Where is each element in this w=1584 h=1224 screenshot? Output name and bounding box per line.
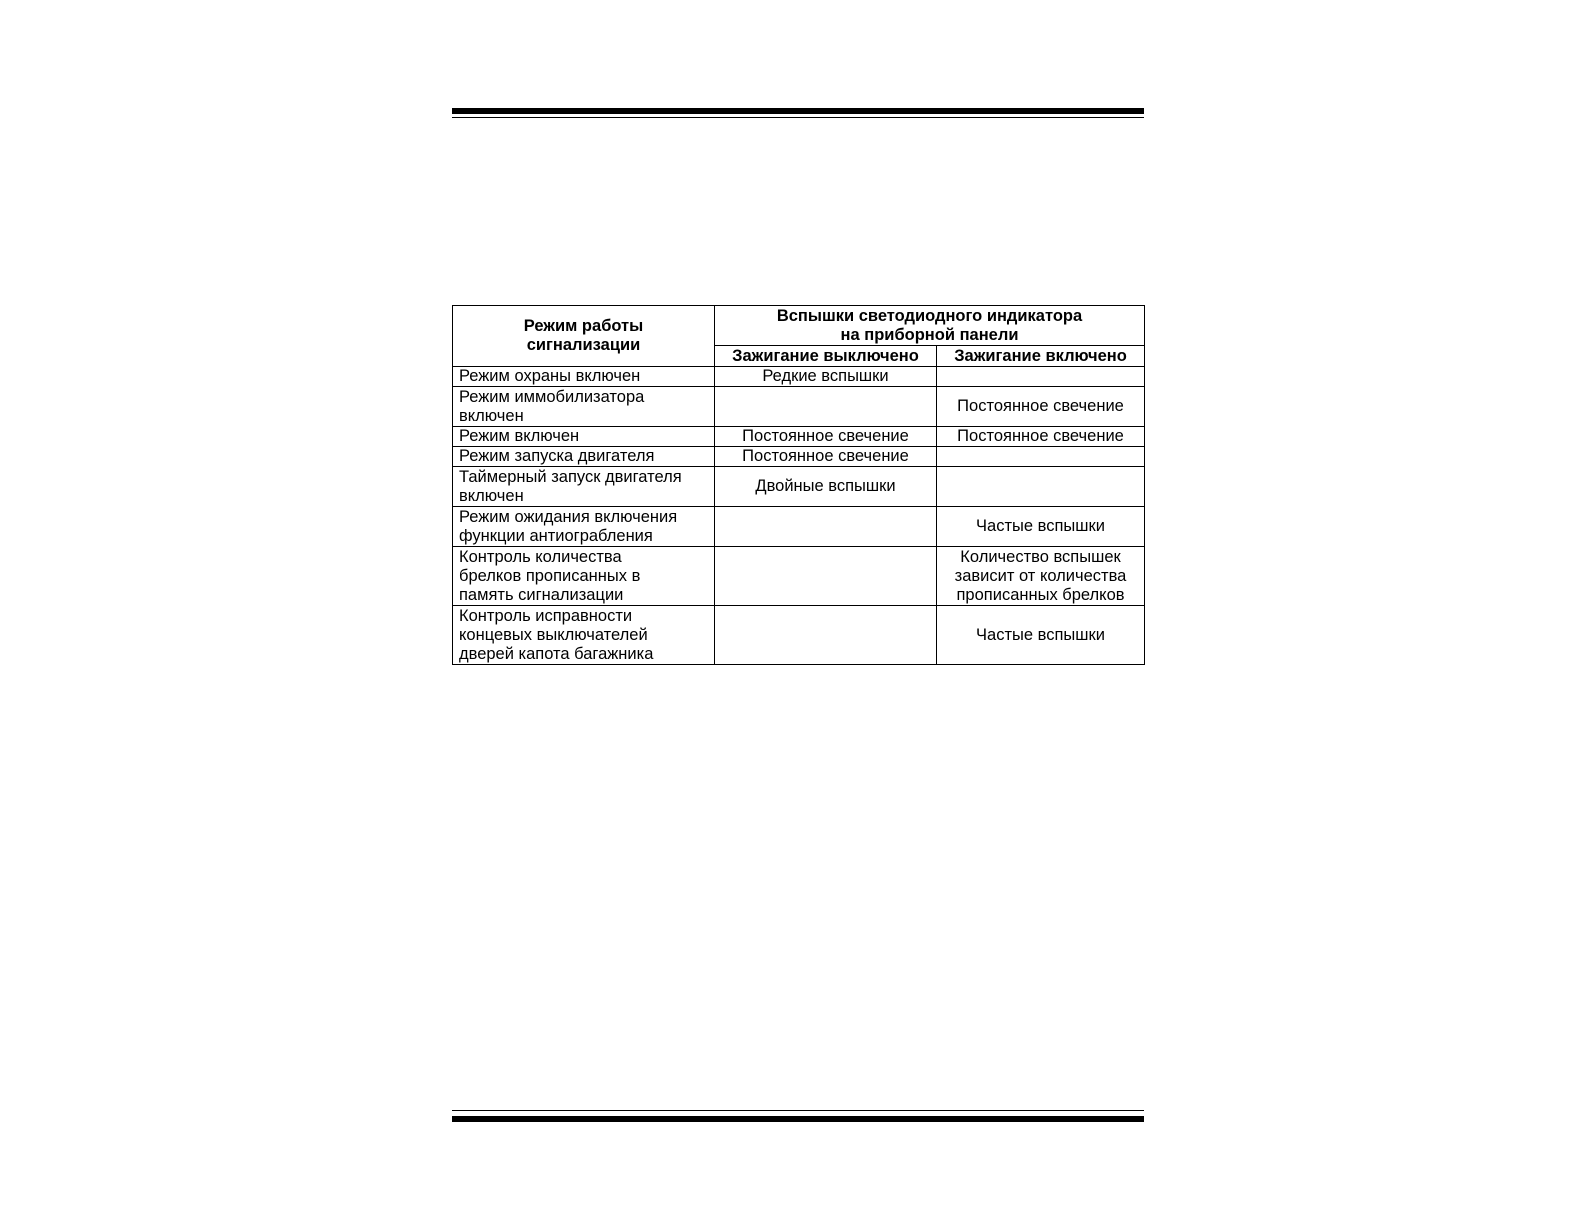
row-ignition-off: Редкие вспышки: [715, 367, 937, 387]
header-flashes: Вспышки светодиодного индикатора на приборной панели: [715, 306, 1145, 346]
table-row: [453, 427, 1145, 447]
row-ignition-on: Частые вспышки: [937, 507, 1145, 547]
table-row: [453, 467, 1145, 507]
row-ignition-off: Постоянное свечение: [715, 427, 937, 447]
table-row: [453, 606, 1145, 665]
row-ignition-on: Постоянное свечение: [937, 387, 1145, 427]
table-row: [453, 547, 1145, 606]
row-ignition-off: [715, 387, 937, 427]
header-ignition-on: Зажигание включено: [937, 346, 1145, 367]
row-mode: Таймерный запуск двигателя включен: [453, 467, 715, 507]
row-ignition-on: [937, 467, 1145, 507]
row-ignition-on: [937, 447, 1145, 467]
row-mode: Режим запуска двигателя: [453, 447, 715, 467]
row-ignition-off: [715, 507, 937, 547]
row-mode: Режим охраны включен: [453, 367, 715, 387]
row-mode: Режим ожидания включения функции антиограбления: [453, 507, 715, 547]
header-ignition-off: Зажигание выключено: [715, 346, 937, 367]
row-ignition-on: [937, 367, 1145, 387]
row-ignition-on: Постоянное свечение: [937, 427, 1145, 447]
row-mode: Режим включен: [453, 427, 715, 447]
header-rule-thin: [452, 117, 1144, 118]
row-ignition-off: Двойные вспышки: [715, 467, 937, 507]
row-ignition-off: [715, 606, 937, 665]
row-mode: Контроль исправности концевых выключателей дверей капота багажника: [453, 606, 715, 665]
row-mode: Режим иммобилизатора включен: [453, 387, 715, 427]
table-row: [453, 447, 1145, 467]
row-ignition-off: Постоянное свечение: [715, 447, 937, 467]
table-row: [453, 507, 1145, 547]
row-ignition-on: Количество вспышек зависит от количества прописанных брелков: [937, 547, 1145, 606]
table-row: [453, 367, 1145, 387]
row-ignition-off: [715, 547, 937, 606]
table-row: [453, 387, 1145, 427]
row-mode: Контроль количества брелков прописанных в память сигнализации: [453, 547, 715, 606]
footer-rule-thin: [452, 1110, 1144, 1111]
row-ignition-on: Частые вспышки: [937, 606, 1145, 665]
header-mode: Режим работы сигнализации: [453, 306, 715, 367]
alarm-mode-indicator-table: [452, 305, 1145, 665]
table-header-row: [453, 306, 1145, 346]
footer-rule-thick: [452, 1116, 1144, 1122]
header-rule-thick: [452, 108, 1144, 114]
